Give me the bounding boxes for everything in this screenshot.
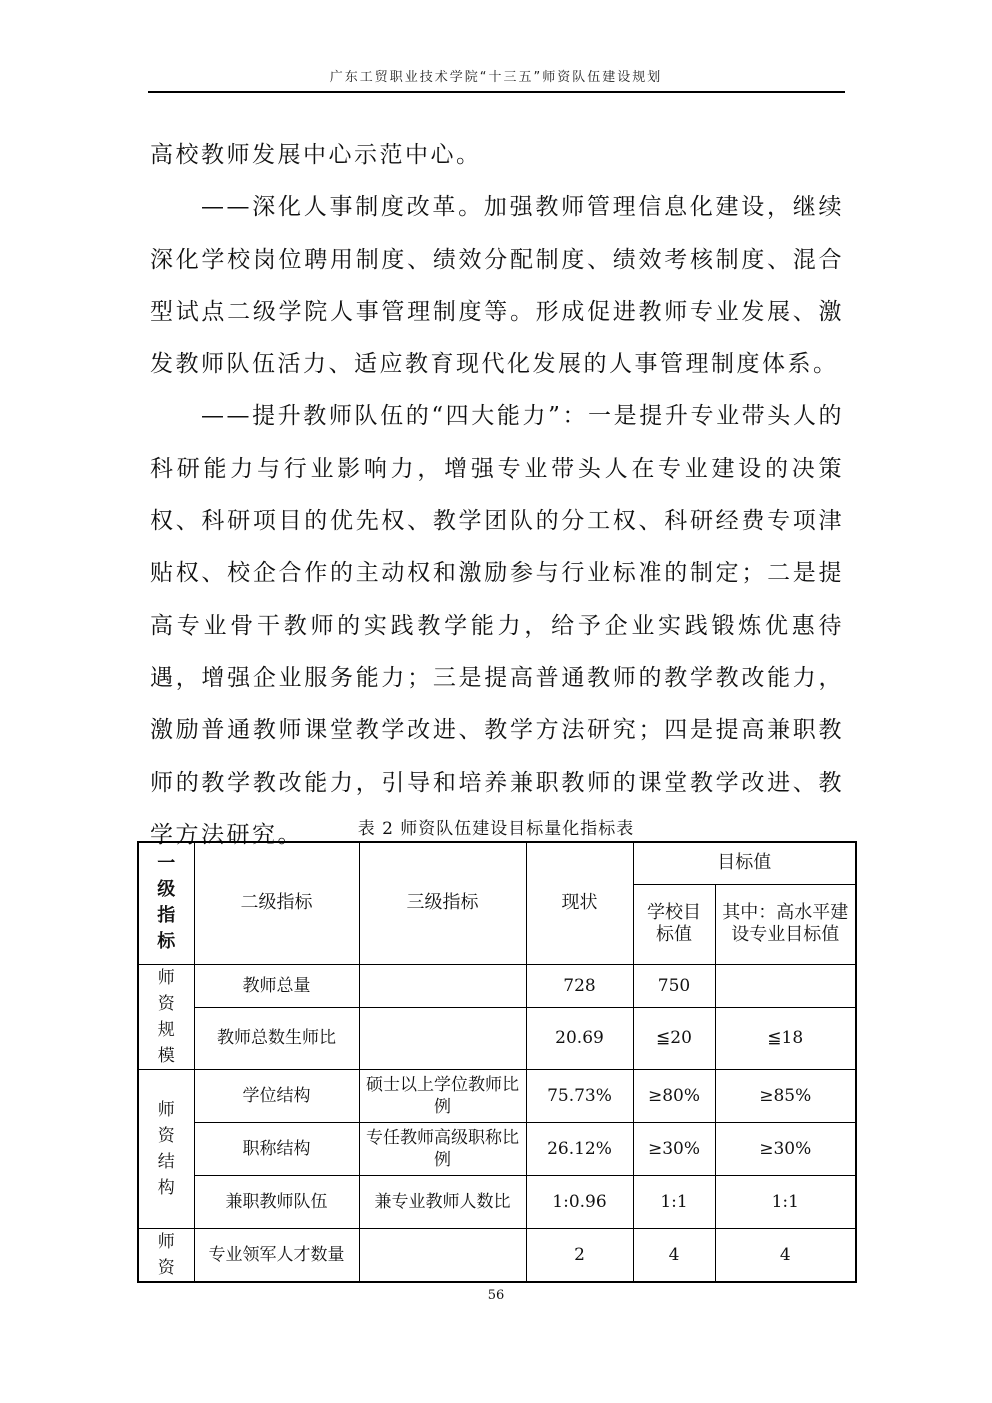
cell-current: 26.12% (526, 1122, 633, 1175)
header-high-level-target: 其中：高水平建设专业目标值 (715, 884, 856, 964)
cell-school: ≦20 (633, 1008, 715, 1069)
cell-level3 (359, 1008, 526, 1069)
cell-school: 750 (633, 964, 715, 1008)
group-label: 师资结构 (138, 1069, 194, 1228)
cell-level2: 学位结构 (194, 1069, 359, 1122)
cell-level2: 兼职教师队伍 (194, 1175, 359, 1228)
group-label: 师资 (138, 1228, 194, 1282)
table-caption: 表 2 师资队伍建设目标量化指标表 (357, 819, 635, 839)
cell-high: ≦18 (715, 1008, 856, 1069)
header-current: 现状 (526, 842, 633, 964)
header-level3: 三级指标 (359, 842, 526, 964)
table-row (138, 1069, 856, 1122)
cell-school: 4 (633, 1228, 715, 1282)
table-row (138, 1175, 856, 1228)
cell-level2: 职称结构 (194, 1122, 359, 1175)
cell-current: 1:0.96 (526, 1175, 633, 1228)
header-rule (148, 91, 845, 93)
running-header: 广东工贸职业技术学院“十三五”师资队伍建设规划 (329, 70, 663, 85)
table-row (138, 964, 856, 1008)
cell-school: ≥30% (633, 1122, 715, 1175)
header-school-target: 学校目标值 (633, 884, 715, 964)
cell-current: 2 (526, 1228, 633, 1282)
paragraph: 高校教师发展中心示范中心。 (150, 142, 482, 168)
header-target: 目标值 (633, 842, 856, 884)
cell-current: 728 (526, 964, 633, 1008)
metrics-table (137, 841, 857, 1283)
cell-level2: 教师总量 (194, 964, 359, 1008)
table-row (138, 1228, 856, 1282)
table-row (138, 1008, 856, 1069)
cell-high: ≥85% (715, 1069, 856, 1122)
cell-level2: 专业领军人才数量 (194, 1228, 359, 1282)
cell-level2: 教师总数生师比 (194, 1008, 359, 1069)
paragraph: ——提升教师队伍的“四大能力”：一是提升专业带头人的科研能力与行业影响力，增强专业带头人在专业建设的决策权、科研项目的优先权、教学团队的分工权、科研经费专项津贴权、校企合作的主动权和激励参与行业标准的制定；二是提高专业骨干教师的实践教学能力，给予企业实践锻炼优惠待遇，增强企业服务能力；三是提高普通教师的教学教改能力，激励普通教师课堂教学改进、教学方法研究；四是提高兼职教师的教学教改能力，引导和培养兼职教师的课堂教学改进、教学方法研究。 (150, 403, 844, 848)
cell-level3: 专任教师高级职称比例 (359, 1122, 526, 1175)
cell-level3: 硕士以上学位教师比例 (359, 1069, 526, 1122)
page-number: 56 (487, 1288, 505, 1303)
header-level2: 二级指标 (194, 842, 359, 964)
cell-level3: 兼专业教师人数比 (359, 1175, 526, 1228)
paragraph: ——深化人事制度改革。加强教师管理信息化建设，继续深化学校岗位聘用制度、绩效分配制度、绩效考核制度、混合型试点二级学院人事管理制度等。形成促进教师专业发展、激发教师队伍活力、适应教育现代化发展的人事管理制度体系。 (150, 194, 844, 378)
cell-high: 1:1 (715, 1175, 856, 1228)
cell-current: 20.69 (526, 1008, 633, 1069)
cell-school: ≥80% (633, 1069, 715, 1122)
cell-level3 (359, 1228, 526, 1282)
table-row (138, 1122, 856, 1175)
cell-high: 4 (715, 1228, 856, 1282)
cell-high (715, 964, 856, 1008)
cell-high: ≥30% (715, 1122, 856, 1175)
header-level1: 一级指标 (138, 842, 194, 964)
cell-school: 1:1 (633, 1175, 715, 1228)
group-label: 师资规模 (138, 964, 194, 1069)
body-text (150, 129, 844, 861)
cell-current: 75.73% (526, 1069, 633, 1122)
cell-level3 (359, 964, 526, 1008)
